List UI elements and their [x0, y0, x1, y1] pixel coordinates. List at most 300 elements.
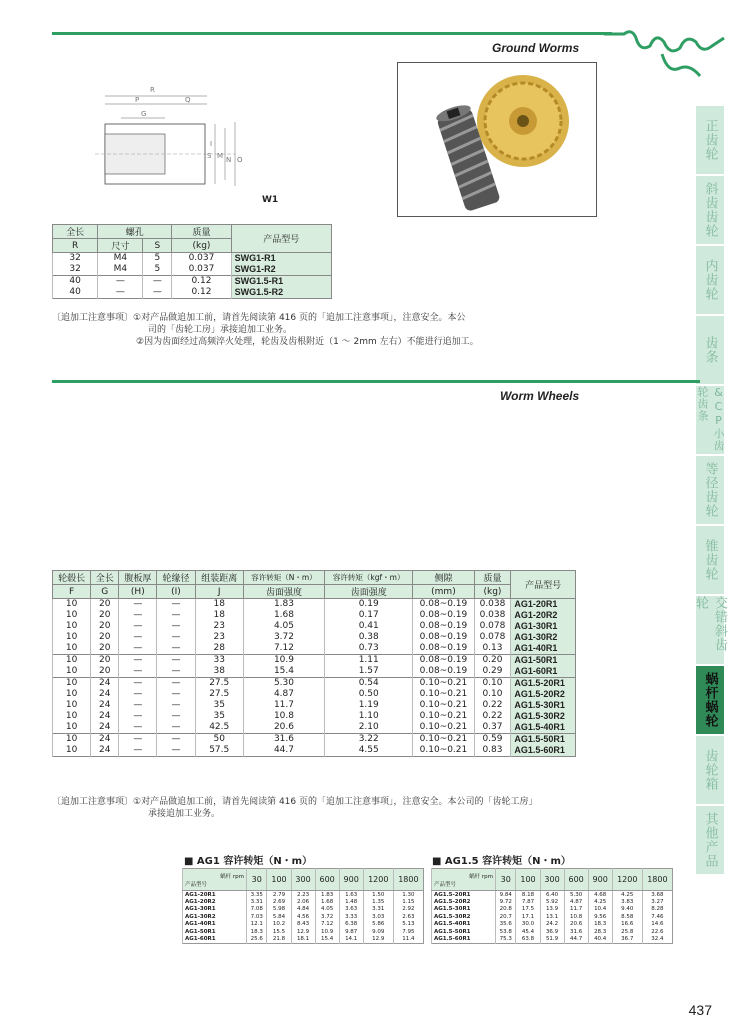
worm-notes [52, 312, 512, 348]
cell-torque: 35.6 [496, 921, 516, 929]
cell-kgf: 1.10 [325, 711, 413, 722]
cell-i: — [157, 722, 195, 734]
table-row [432, 891, 673, 899]
col-kg2: (kg) [474, 585, 511, 599]
cell-torque: 31.6 [564, 928, 588, 936]
cell-size: — [98, 287, 143, 299]
corner-model-label: 产品型号 [185, 881, 208, 888]
cell-model: AG1.5-40R1 [432, 921, 496, 929]
cell-torque: 13.1 [540, 913, 564, 921]
cell-nm: 15.4 [243, 666, 324, 678]
cell-nm: 11.7 [243, 700, 324, 711]
cell-torque: 2.69 [267, 898, 291, 906]
cell-torque: 7.12 [315, 921, 339, 929]
cell-torque: 10.8 [564, 913, 588, 921]
cell-kgf: 2.10 [325, 722, 413, 734]
cell-torque: 4.05 [315, 906, 339, 914]
cell-torque: 17.1 [516, 913, 540, 921]
cell-torque: 2.92 [393, 906, 423, 914]
cell-kg: 0.22 [474, 700, 511, 711]
dim-label-q: Q [185, 96, 191, 104]
top-rule [52, 32, 612, 35]
cell-torque: 20.6 [564, 921, 588, 929]
worm-note-1: ①对产品做追加工前，请首先阅读第 416 页的「追加工注意事项」，注意安全。本公 [133, 313, 466, 323]
cell-torque: 2.63 [393, 913, 423, 921]
tab-miter-gears[interactable]: 等径齿轮 [696, 456, 724, 524]
cell-g: 24 [91, 745, 119, 757]
corner-rpm-label: 蜗杆 rpm [469, 873, 493, 880]
drawing-label: W1 [262, 195, 279, 205]
cell-torque: 53.8 [496, 928, 516, 936]
rpm-header: 100 [516, 869, 540, 891]
cell-torque: 1.15 [393, 898, 423, 906]
cell-model: AG1.5-30R1 [432, 906, 496, 914]
cell-h: — [119, 632, 157, 643]
cell-j: 18 [195, 599, 243, 611]
cell-j: 27.5 [195, 689, 243, 700]
cell-torque: 6.38 [339, 921, 363, 929]
ag1-torque-table [182, 868, 424, 944]
cell-torque: 10.4 [588, 906, 612, 914]
cell-torque: 25.8 [612, 928, 642, 936]
cell-kg: 0.10 [474, 689, 511, 700]
cell-torque: 1.35 [363, 898, 393, 906]
cell-r: 32 [53, 264, 98, 276]
cell-model: AG1-20R2 [183, 898, 247, 906]
cell-torque: 1.50 [363, 891, 393, 899]
cell-size: M4 [98, 264, 143, 276]
cell-torque: 3.72 [315, 913, 339, 921]
cell-model: AG1-40R1 [511, 643, 576, 655]
col-strength2: 齿面强度 [325, 585, 413, 599]
cell-kg: 0.59 [474, 734, 511, 746]
cell-h: — [119, 689, 157, 700]
cell-r: 40 [53, 287, 98, 299]
table-row [432, 921, 673, 929]
page-number: 437 [688, 1002, 712, 1018]
cell-nm: 10.9 [243, 655, 324, 667]
cell-torque: 3.63 [339, 906, 363, 914]
cell-torque: 9.84 [496, 891, 516, 899]
cell-torque: 14.6 [642, 921, 672, 929]
dim-label-r: R [150, 86, 155, 94]
cell-model: AG1-50R1 [183, 928, 247, 936]
cell-i: — [157, 700, 195, 711]
worm-table-body [53, 253, 332, 299]
table-row [53, 253, 332, 265]
col-torque-nm: 容许转矩（N・m） [243, 571, 324, 585]
cell-torque: 3.83 [612, 898, 642, 906]
cell-h: — [119, 734, 157, 746]
cell-torque: 18.3 [247, 928, 267, 936]
cell-torque: 7.08 [247, 906, 267, 914]
cell-kgf: 0.19 [325, 599, 413, 611]
table-row [53, 287, 332, 299]
cell-model: SWG1.5-R2 [231, 287, 331, 299]
cell-h: — [119, 666, 157, 678]
table-row [183, 921, 424, 929]
cell-i: — [157, 734, 195, 746]
table-row [53, 632, 576, 643]
cell-kgf: 0.73 [325, 643, 413, 655]
ag15-torque-title: ■ AG1.5 容许转矩（N・m） [432, 856, 571, 867]
cell-s: 5 [143, 253, 172, 265]
cell-model: AG1.5-20R2 [432, 898, 496, 906]
cell-torque: 36.7 [612, 936, 642, 944]
cell-model: AG1-60R1 [183, 936, 247, 944]
cell-g: 24 [91, 734, 119, 746]
cell-f: 10 [53, 621, 91, 632]
wheel-note-2: 承接追加工业务。 [148, 809, 221, 819]
worm-notes-label: 〔追加工注意事项〕 [52, 313, 134, 323]
cell-j: 42.5 [195, 722, 243, 734]
cell-i: — [157, 745, 195, 757]
col-strength1: 齿面强度 [243, 585, 324, 599]
cell-torque: 4.56 [291, 913, 315, 921]
cell-g: 24 [91, 689, 119, 700]
cell-torque: 3.68 [642, 891, 672, 899]
ag1-torque-title: ■ AG1 容许转矩（N・m） [184, 856, 313, 867]
worm-wheel-spec-table [52, 570, 576, 757]
cell-j: 23 [195, 632, 243, 643]
table-row [432, 913, 673, 921]
dim-label-p: P [135, 96, 140, 104]
cell-kg: 0.29 [474, 666, 511, 678]
cell-torque: 1.48 [339, 898, 363, 906]
cell-torque: 12.9 [363, 936, 393, 944]
worm-note-2: 司的「齿轮工房」承接追加工业务。 [148, 325, 293, 335]
cell-kg: 0.37 [474, 722, 511, 734]
cell-i: — [157, 632, 195, 643]
cell-i: — [157, 643, 195, 655]
cell-torque: 3.31 [247, 898, 267, 906]
cell-model: AG1.5-30R2 [432, 913, 496, 921]
cell-torque: 32.4 [642, 936, 672, 944]
table-row [432, 936, 673, 944]
col-backlash: 侧隙 [413, 571, 474, 585]
worm-gear-photo-icon [398, 63, 598, 218]
cell-model: SWG1-R1 [231, 253, 331, 265]
tab-bevel-gears[interactable]: 锥齿轮 [696, 526, 724, 594]
table-row [53, 655, 576, 667]
col-rim: 轮缘径 [157, 571, 195, 585]
col-mass: 质量 [172, 225, 231, 239]
cell-bl: 0.10~0.21 [413, 734, 474, 746]
cell-torque: 3.35 [247, 891, 267, 899]
cell-torque: 5.92 [540, 898, 564, 906]
dim-label-s: S [207, 152, 212, 160]
wheel-notes [52, 796, 612, 820]
cell-torque: 9.87 [339, 928, 363, 936]
cell-kg: 0.037 [172, 264, 231, 276]
cell-torque: 1.68 [315, 898, 339, 906]
cell-nm: 31.6 [243, 734, 324, 746]
cell-torque: 7.95 [393, 928, 423, 936]
cell-torque: 12.1 [247, 921, 267, 929]
cell-torque: 1.63 [339, 891, 363, 899]
cell-s: — [143, 287, 172, 299]
col-torque-kgf: 容许转矩（kgf・m） [325, 571, 413, 585]
dim-label-o: O [237, 156, 243, 164]
cell-bl: 0.10~0.21 [413, 700, 474, 711]
col-mass2: 质量 [474, 571, 511, 585]
cell-bl: 0.10~0.21 [413, 689, 474, 700]
tab-cp-racks-pinions[interactable]: &CP小齿轮齿条 [696, 386, 725, 452]
cell-torque: 1.83 [315, 891, 339, 899]
rpm-header: 600 [315, 869, 339, 891]
cell-g: 24 [91, 722, 119, 734]
cell-model: AG1.5-20R1 [432, 891, 496, 899]
cell-f: 10 [53, 599, 91, 611]
cell-h: — [119, 745, 157, 757]
cell-f: 10 [53, 655, 91, 667]
col-size: 尺寸 [98, 239, 143, 253]
dim-label-i: I [210, 140, 213, 148]
tab-racks[interactable]: 齿条 [696, 316, 724, 384]
cell-torque: 21.8 [267, 936, 291, 944]
cell-nm: 7.12 [243, 643, 324, 655]
cell-kgf: 1.19 [325, 700, 413, 711]
rpm-header: 1800 [393, 869, 423, 891]
cell-bl: 0.10~0.21 [413, 711, 474, 722]
cell-model: AG1-50R1 [511, 655, 576, 667]
cell-model: AG1-20R2 [511, 610, 576, 621]
rpm-header: 100 [267, 869, 291, 891]
cell-kg: 0.12 [172, 276, 231, 288]
cell-size: M4 [98, 253, 143, 265]
cell-torque: 13.9 [540, 906, 564, 914]
cell-g: 20 [91, 643, 119, 655]
cell-kg: 0.038 [474, 599, 511, 611]
cell-kg: 0.037 [172, 253, 231, 265]
cell-i: — [157, 621, 195, 632]
col-f: F [53, 585, 91, 599]
cell-h: — [119, 599, 157, 611]
table-row [53, 722, 576, 734]
cell-torque: 11.4 [393, 936, 423, 944]
cell-torque: 4.84 [291, 906, 315, 914]
worm-note-3: ②因为齿面经过高频淬火处理，轮齿及齿根附近（1 ～ 2mm 左右）不能进行追加工。 [136, 337, 479, 347]
corner-model-label: 产品型号 [434, 881, 457, 888]
cell-bl: 0.10~0.21 [413, 745, 474, 757]
cell-torque: 20.7 [496, 913, 516, 921]
cell-torque: 11.7 [564, 906, 588, 914]
cell-kg: 0.078 [474, 621, 511, 632]
table-row [53, 599, 576, 611]
table-row [183, 936, 424, 944]
cell-torque: 8.43 [291, 921, 315, 929]
cell-g: 20 [91, 621, 119, 632]
cell-kg: 0.12 [172, 287, 231, 299]
cell-torque: 4.87 [564, 898, 588, 906]
cell-f: 10 [53, 745, 91, 757]
cell-j: 38 [195, 666, 243, 678]
col-g: G [91, 585, 119, 599]
cell-torque: 9.40 [612, 906, 642, 914]
cell-torque: 7.87 [516, 898, 540, 906]
cell-model: AG1.5-60R1 [432, 936, 496, 944]
cell-torque: 2.23 [291, 891, 315, 899]
cell-torque: 3.27 [642, 898, 672, 906]
cell-torque: 4.68 [588, 891, 612, 899]
col-web: 腹板厚 [119, 571, 157, 585]
cell-torque: 3.03 [363, 913, 393, 921]
tab-internal-gears[interactable]: 内齿轮 [696, 246, 724, 314]
cell-i: — [157, 678, 195, 690]
rpm-header: 30 [496, 869, 516, 891]
cell-r: 32 [53, 253, 98, 265]
cell-torque: 10.2 [267, 921, 291, 929]
table-row [53, 610, 576, 621]
cell-torque: 5.84 [267, 913, 291, 921]
rpm-header: 30 [247, 869, 267, 891]
tab-spur-gears[interactable]: 正齿轮 [696, 106, 724, 174]
cell-torque: 5.86 [363, 921, 393, 929]
cell-torque: 2.06 [291, 898, 315, 906]
cell-model: AG1.5-20R1 [511, 678, 576, 690]
cell-torque: 15.4 [315, 936, 339, 944]
cell-model: AG1-30R2 [511, 632, 576, 643]
cell-h: — [119, 722, 157, 734]
cell-nm: 1.83 [243, 599, 324, 611]
cell-j: 23 [195, 621, 243, 632]
cell-j: 28 [195, 643, 243, 655]
tab-gearboxes[interactable]: 齿轮箱 [696, 736, 724, 804]
table-row [432, 898, 673, 906]
cell-g: 24 [91, 678, 119, 690]
tab-other-products[interactable]: 其他产品 [696, 806, 724, 874]
cell-kg: 0.13 [474, 643, 511, 655]
worm-technical-drawing [95, 82, 245, 192]
cell-f: 10 [53, 643, 91, 655]
cell-kgf: 0.38 [325, 632, 413, 643]
worm-spec-table [52, 224, 332, 299]
mid-rule [52, 380, 700, 383]
cell-f: 10 [53, 666, 91, 678]
cell-g: 20 [91, 610, 119, 621]
col-kg: (kg) [172, 239, 231, 253]
cell-g: 24 [91, 700, 119, 711]
wheel-table-body [53, 599, 576, 757]
table-row [53, 711, 576, 722]
table-row [53, 276, 332, 288]
cell-g: 20 [91, 666, 119, 678]
cell-torque: 28.3 [588, 928, 612, 936]
cell-model: AG1-30R2 [183, 913, 247, 921]
cell-j: 35 [195, 711, 243, 722]
rpm-header: 900 [339, 869, 363, 891]
cell-f: 10 [53, 700, 91, 711]
cell-g: 24 [91, 711, 119, 722]
cell-torque: 10.9 [315, 928, 339, 936]
rpm-header: 300 [540, 869, 564, 891]
cell-torque: 4.25 [612, 891, 642, 899]
cell-model: SWG1.5-R1 [231, 276, 331, 288]
table-row [183, 928, 424, 936]
cell-model: AG1.5-30R1 [511, 700, 576, 711]
col-r: R [53, 239, 98, 253]
cell-bl: 0.08~0.19 [413, 632, 474, 643]
rpm-header: 1200 [363, 869, 393, 891]
cell-nm: 20.6 [243, 722, 324, 734]
cell-g: 20 [91, 599, 119, 611]
cell-f: 10 [53, 722, 91, 734]
table-row [53, 643, 576, 655]
cell-bl: 0.08~0.19 [413, 621, 474, 632]
cell-bl: 0.08~0.19 [413, 610, 474, 621]
tab-helical-gears[interactable]: 斜齿齿轮 [696, 176, 724, 244]
cell-model: AG1-30R1 [511, 621, 576, 632]
wheel-note-1: ①对产品做追加工前，请首先阅读第 416 页的「追加工注意事项」，注意安全。本公司的「齿轮工房」 [133, 797, 538, 807]
cell-model: AG1.5-50R1 [511, 734, 576, 746]
table-row [53, 621, 576, 632]
col-mm: (mm) [413, 585, 474, 599]
tab-screw-gears[interactable]: 交错斜齿轮 [696, 596, 724, 664]
table-row [183, 891, 424, 899]
table-row [183, 913, 424, 921]
cell-kg: 0.20 [474, 655, 511, 667]
cell-h: — [119, 621, 157, 632]
cell-kgf: 3.22 [325, 734, 413, 746]
cell-torque: 30.0 [516, 921, 540, 929]
table-row [53, 700, 576, 711]
cell-torque: 75.3 [496, 936, 516, 944]
table-row [53, 734, 576, 746]
cell-bl: 0.08~0.19 [413, 655, 474, 667]
rpm-header: 1800 [642, 869, 672, 891]
cell-i: — [157, 666, 195, 678]
cell-torque: 6.40 [540, 891, 564, 899]
cell-nm: 4.05 [243, 621, 324, 632]
cell-torque: 24.2 [540, 921, 564, 929]
cell-model: AG1.5-30R2 [511, 711, 576, 722]
cell-f: 10 [53, 632, 91, 643]
gear-decoration-icon [604, 24, 724, 84]
col-screw: 螺孔 [98, 225, 172, 239]
cell-torque: 45.4 [516, 928, 540, 936]
dim-label-n: N [226, 156, 232, 164]
cell-model: SWG1-R2 [231, 264, 331, 276]
cell-torque: 25.6 [247, 936, 267, 944]
cell-j: 57.5 [195, 745, 243, 757]
cell-bl: 0.10~0.21 [413, 722, 474, 734]
cell-i: — [157, 689, 195, 700]
cell-torque: 3.33 [339, 913, 363, 921]
cell-torque: 9.72 [496, 898, 516, 906]
cell-torque: 12.9 [291, 928, 315, 936]
cell-model: AG1.5-50R1 [432, 928, 496, 936]
cell-kgf: 0.17 [325, 610, 413, 621]
cell-torque: 40.4 [588, 936, 612, 944]
cell-g: 20 [91, 655, 119, 667]
cell-torque: 51.9 [540, 936, 564, 944]
col-j: J [195, 585, 243, 599]
cell-nm: 1.68 [243, 610, 324, 621]
cell-s: 5 [143, 264, 172, 276]
cell-f: 10 [53, 610, 91, 621]
cell-nm: 44.7 [243, 745, 324, 757]
corner-cell [432, 869, 496, 891]
cell-i: — [157, 610, 195, 621]
cell-torque: 22.6 [642, 928, 672, 936]
table-row [53, 745, 576, 757]
cell-bl: 0.10~0.21 [413, 678, 474, 690]
cell-size: — [98, 276, 143, 288]
cell-torque: 7.46 [642, 913, 672, 921]
cell-bl: 0.08~0.19 [413, 599, 474, 611]
tab-worm-gears[interactable]: 蜗杆蜗轮 [696, 666, 724, 734]
cell-torque: 9.09 [363, 928, 393, 936]
